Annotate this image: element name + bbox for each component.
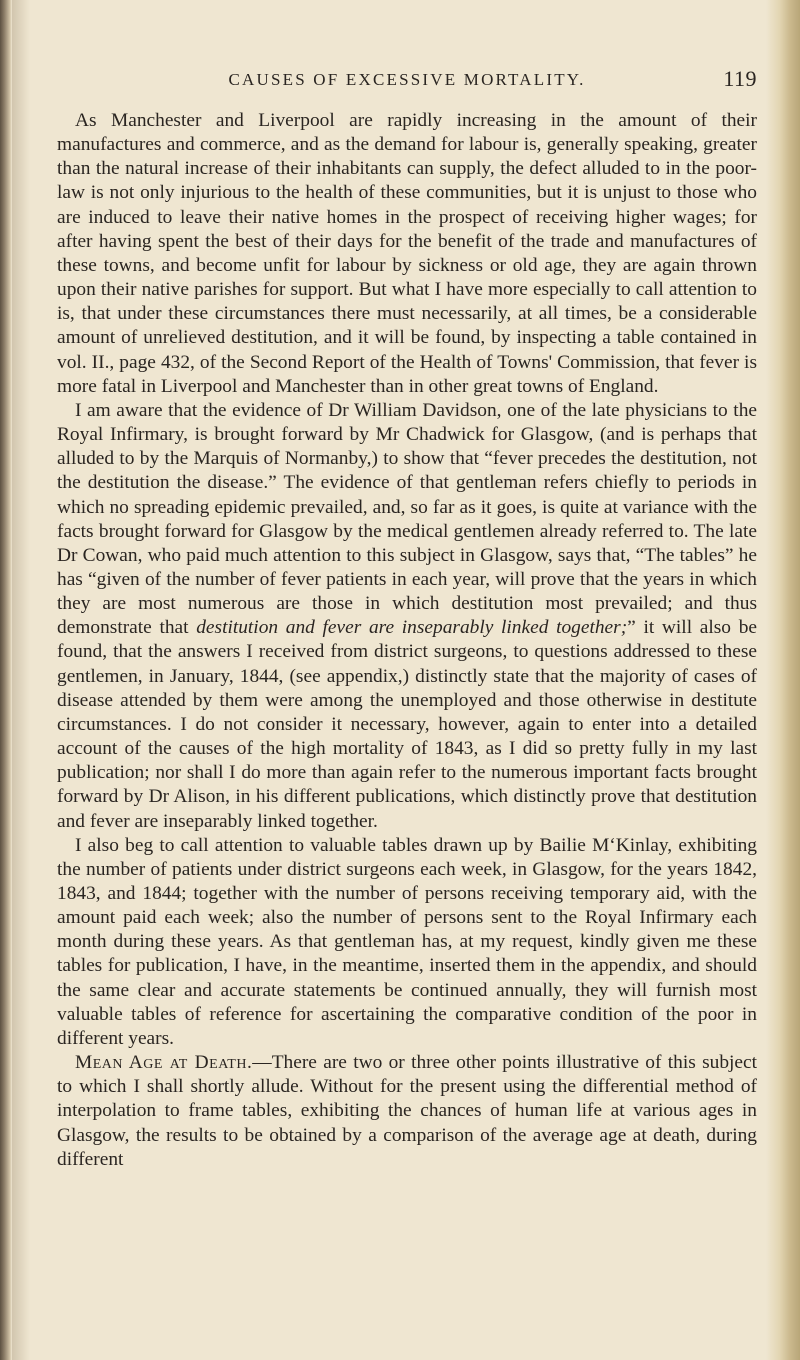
running-title: CAUSES OF EXCESSIVE MORTALITY. — [228, 70, 586, 89]
body-text — [57, 109, 757, 1172]
book-page — [57, 66, 757, 1172]
paragraph-1: As Manchester and Liverpool are rapidly increasing in the amount of their manufactures and commerce, and as the demand for labour is, generally speaking, greater than the natural increase of their inhabitants can supply, the defect alluded to in the poor-law is not only injurious to the health of these communities, but it is unjust to those who are induced to leave their native homes in the prospect of receiving higher wages; for after having spent the best of their days for the benefit of the trade and manufactures of these towns, and become unfit for labour by sickness or old age, they are again thrown upon their native parishes for support. But what I have more especially to call attention to is, that under these circumstances there must necessarily, at all times, be a considerable amount of unrelieved destitution, and it will be found, by inspecting a table contained in vol. II., page 432, of the Second Report of the Health of Towns' Commission, that fever is more fatal in Liverpool and Manchester than in other great towns of England. — [57, 110, 757, 397]
paragraph-2-text-a: I am aware that the evidence of Dr William Davidson, one of the late physicians to the Royal Infirmary, is brought forward by Mr Chadwick for Glasgow, (and is perhaps that alluded to by the Marquis of Normanby,) to show that “fever precedes the destitution, not the destitution the disease.” The evidence of that gentleman refers chiefly to periods in which no spreading epidemic prevailed, and, so far as it goes, is quite at variance with the facts brought forward for Glasgow by the medical gentlemen already referred to. The late Dr Cowan, who paid much attention to this subject in Glasgow, says that, “The tables” he has “given of the number of fever patients in each year, will prove that the years in which they are most numerous are those in which destitution most prevailed; and thus demonstrate that — [57, 399, 757, 639]
running-head — [57, 66, 757, 96]
paragraph-4-text: —There are two or three other points illustrative of this subject to which I shall shortly allude. Without for the present using the differential method of interpolation to frame tables, exhibiting the chances of human life at various ages in Glasgow, the results to be obtained by a comparison of the average age at death, during different — [57, 1052, 757, 1170]
paragraph-2-text-b: ” it will also be found, that the answers I received from district surgeons, to questions addressed to these gentlemen, in January, 1844, (see appendix,) distinctly state that the majority of cases of disease attended by them were among the unemployed and those otherwise in destitute circumstances. I do not consider it necessary, however, again to enter into a detailed account of the causes of the high mortality of 1843, as I did so pretty fully in my last publication; nor shall I do more than again refer to the numerous important facts brought forward by Dr Alison, in his different publications, which distinctly prove that destitution and fever are inseparably linked together. — [57, 617, 757, 832]
page-edge — [766, 0, 800, 1360]
paragraph-2-emphasis: destitution and fever are inseparably linked together; — [196, 617, 628, 639]
page-number: 119 — [723, 66, 757, 91]
paragraph-3: I also beg to call attention to valuable tables drawn up by Bailie M‘Kinlay, exhibiting the number of patients under district surgeons each week, in Glasgow, for the years 1842, 1843, and 1844; together with the number of persons receiving temporary aid, with the amount paid each week; also the number of persons sent to the Royal Infirmary each month during these years. As that gentleman has, at my request, kindly given me these tables for publication, I have, in the meantime, inserted them in the appendix, and should the same clear and accurate statements be continued annually, they will furnish most valuable tables of reference for ascertaining the comparative condition of the poor in different years. — [57, 834, 757, 1049]
gutter-shadow — [12, 0, 30, 1360]
paragraph-4 — [57, 1051, 757, 1172]
section-heading: Mean Age at Death. — [75, 1052, 253, 1074]
paragraph-2 — [57, 399, 757, 834]
book-spine-shadow — [0, 0, 12, 1360]
